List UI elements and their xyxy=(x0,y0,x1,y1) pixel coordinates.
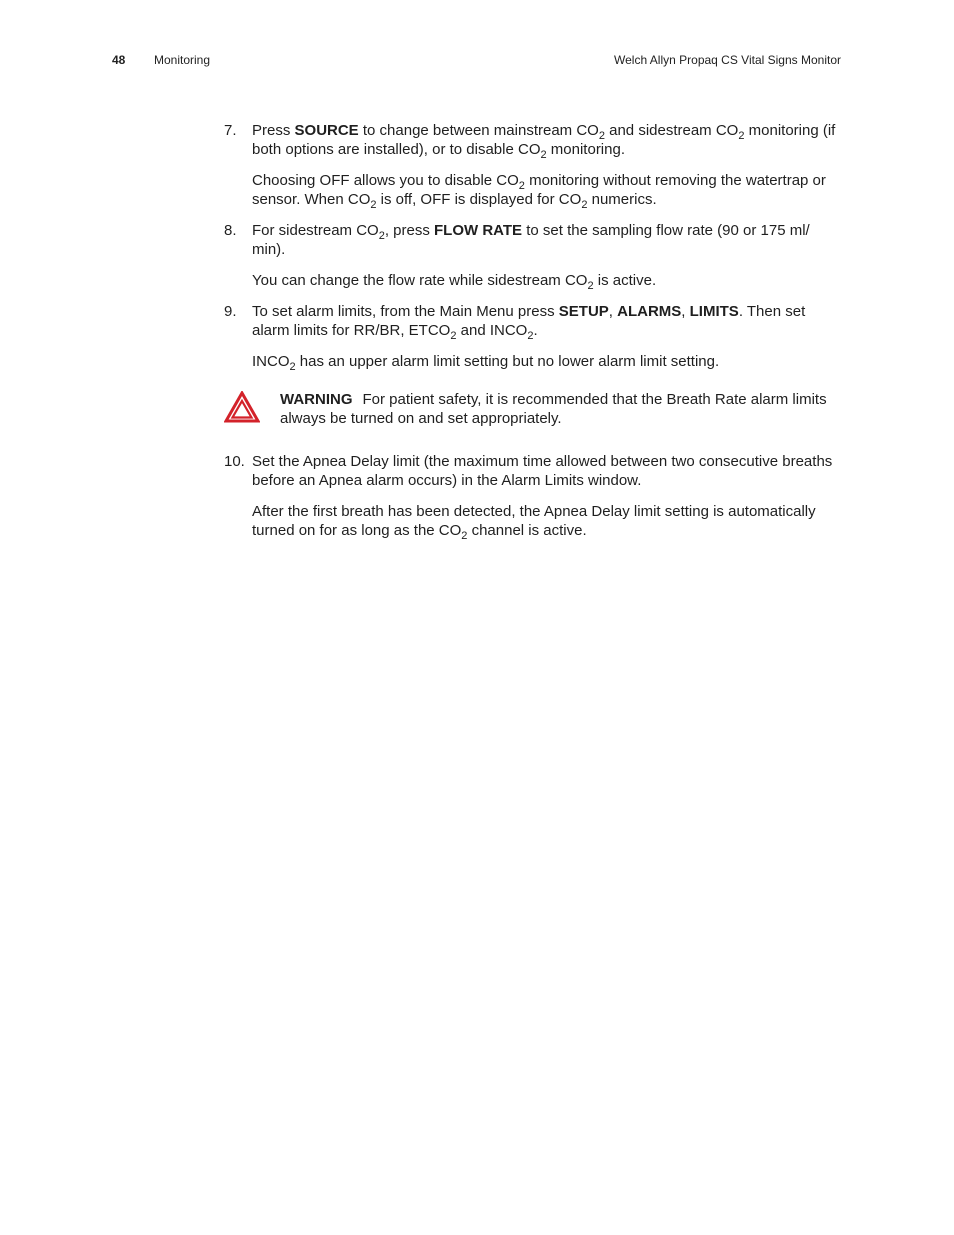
step-text: To set alarm limits, from the Main Menu press SETUP, ALARMS, LIMITS. Then set alarm limits for RR/BR, $ETCO_2$ and $INCO_2$. xyxy=(252,303,806,342)
setup-key: SETUP xyxy=(558,303,609,320)
step-text: Press SOURCE to change between mainstream $CO_2$ and sidestream $CO_2$ monitoring (if both options are installed), or to disable $CO_2$ monitoring. xyxy=(252,122,836,161)
page-number: 48 xyxy=(112,53,126,67)
alarms-key: ALARMS xyxy=(617,303,682,320)
step-10-note: After the first breath has been detected, the Apnea Delay limit setting is automatically turned on for as long as the $CO_2$ channel is active. xyxy=(252,503,816,542)
step-8 xyxy=(224,221,842,259)
flow-rate-key: FLOW RATE xyxy=(434,222,523,239)
warning-triangle-icon xyxy=(224,390,280,428)
step-number: 7. xyxy=(224,122,237,139)
warning-label: WARNING xyxy=(280,391,353,408)
step-10 xyxy=(224,452,842,490)
step-7-note: Choosing OFF allows you to disable $CO_2$ monitoring without removing the watertrap or sensor. When $CO_2$ is off, OFF is displayed for $CO_2$ numerics. xyxy=(252,172,826,211)
step-9-note: $INCO_2$ has an upper alarm limit setting but no lower alarm limit setting. xyxy=(252,353,720,373)
warning-block xyxy=(224,390,842,428)
document-title: Welch Allyn Propaq CS Vital Signs Monitor xyxy=(614,53,841,67)
step-text: For sidestream $CO_2$, press FLOW RATE to set the sampling flow rate (90 or 175 ml/ min). xyxy=(252,222,810,258)
page-body xyxy=(224,121,842,552)
step-9 xyxy=(224,302,842,340)
step-8-note: You can change the flow rate while sidestream $CO_2$ is active. xyxy=(252,272,657,292)
step-number: 10. xyxy=(224,453,245,470)
source-key: SOURCE xyxy=(294,122,359,139)
step-number: 9. xyxy=(224,303,237,320)
step-number: 8. xyxy=(224,222,237,239)
warning-text: WARNING For patient safety, it is recommended that the Breath Rate alarm limits always be turned on and set appropriately. xyxy=(280,391,827,427)
limits-key: LIMITS xyxy=(689,303,739,320)
step-7 xyxy=(224,121,842,159)
step-text: Set the Apnea Delay limit (the maximum time allowed between two consecutive breaths before an Apnea alarm occurs) in the Alarm Limits window. xyxy=(252,453,833,489)
section-title: Monitoring xyxy=(154,53,211,67)
